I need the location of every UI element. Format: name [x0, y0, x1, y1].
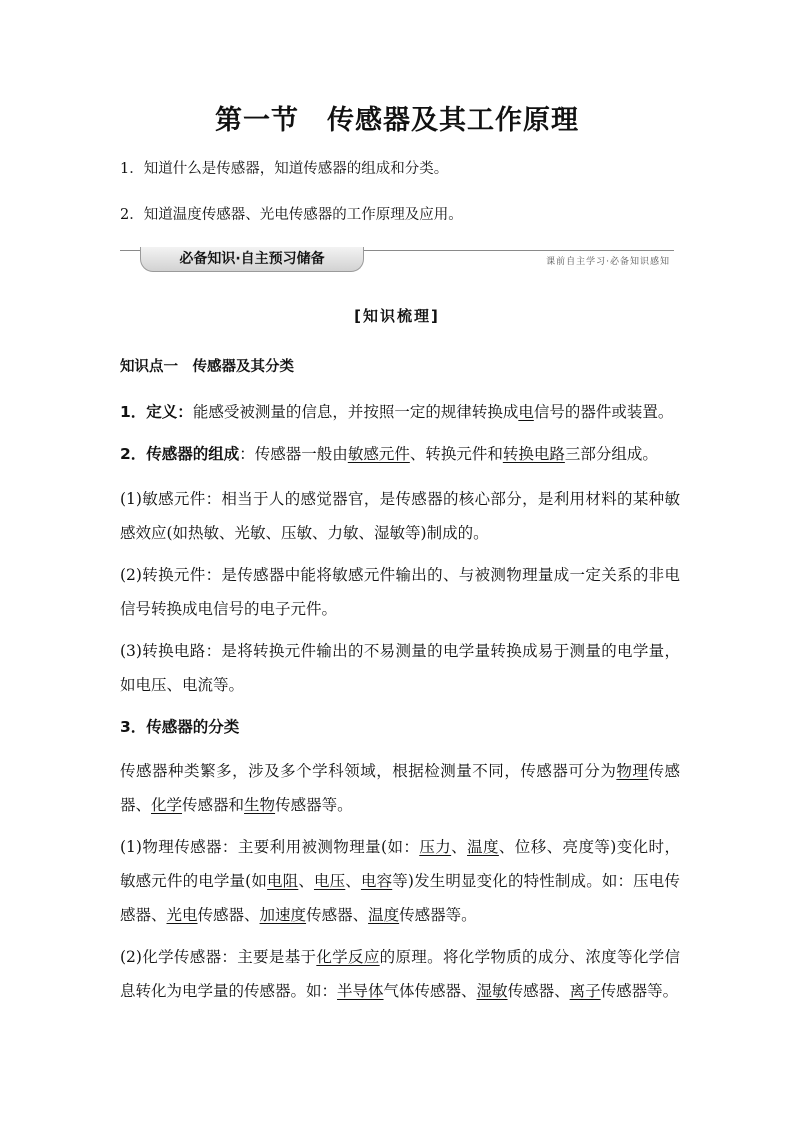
composition-label: 2．传感器的组成 — [120, 445, 240, 463]
definition-paragraph: 1．定义：能感受被测量的信息，并按照一定的规律转换成电信号的器件或装置。 — [120, 403, 674, 421]
section-heading: [知识梳理] — [354, 307, 440, 325]
page-title: 第一节 传感器及其工作原理 — [215, 105, 579, 136]
classification-paragraph: 传感器种类繁多，涉及多个学科领域，根据检测量不同，传感器可分为物理传感器、化学传感器和生物传感器等。 — [120, 762, 680, 814]
physical-sensor-paragraph: (1)物理传感器：主要利用被测物理量(如：压力、温度、位移、亮度等)变化时，敏感元件的电学量(如电阻、电压、电容等)发生明显变化的特性制成。如：压电传感器、光电传感器、加速度传感器、温度传感器等。 — [120, 838, 680, 924]
banner-tab: 必备知识·自主预习储备 — [140, 247, 364, 272]
conversion-circuit-paragraph: (3)转换电路：是将转换元件输出的不易测量的电学量转换成易于测量的电学量，如电压、电流等。 — [120, 642, 680, 694]
conversion-element-paragraph: (2)转换元件：是传感器中能将敏感元件输出的、与被测物理量成一定关系的非电信号转换成电信号的电子元件。 — [120, 566, 680, 618]
definition-label: 1．定义 — [120, 403, 178, 421]
objective-2: 2．知道温度传感器、光电传感器的工作原理及应用。 — [120, 207, 463, 223]
knowledge-point-heading: 知识点一 传感器及其分类 — [120, 359, 294, 375]
composition-paragraph: 2．传感器的组成：传感器一般由敏感元件、转换元件和转换电路三部分组成。 — [120, 445, 658, 463]
section-banner — [120, 247, 674, 275]
banner-subtitle: 课前自主学习·必备知识感知 — [546, 257, 670, 267]
objective-1: 1．知道什么是传感器，知道传感器的组成和分类。 — [120, 161, 449, 177]
sensitive-element-paragraph: (1)敏感元件：相当于人的感觉器官，是传感器的核心部分，是利用材料的某种敏感效应(如热敏、光敏、压敏、力敏、湿敏等)制成的。 — [120, 490, 680, 542]
chemical-sensor-paragraph: (2)化学传感器：主要是基于化学反应的原理。将化学物质的成分、浓度等化学信息转化为电学量的传感器。如：半导体气体传感器、湿敏传感器、离子传感器等。 — [120, 948, 680, 1000]
classification-heading: 3．传感器的分类 — [120, 718, 240, 736]
